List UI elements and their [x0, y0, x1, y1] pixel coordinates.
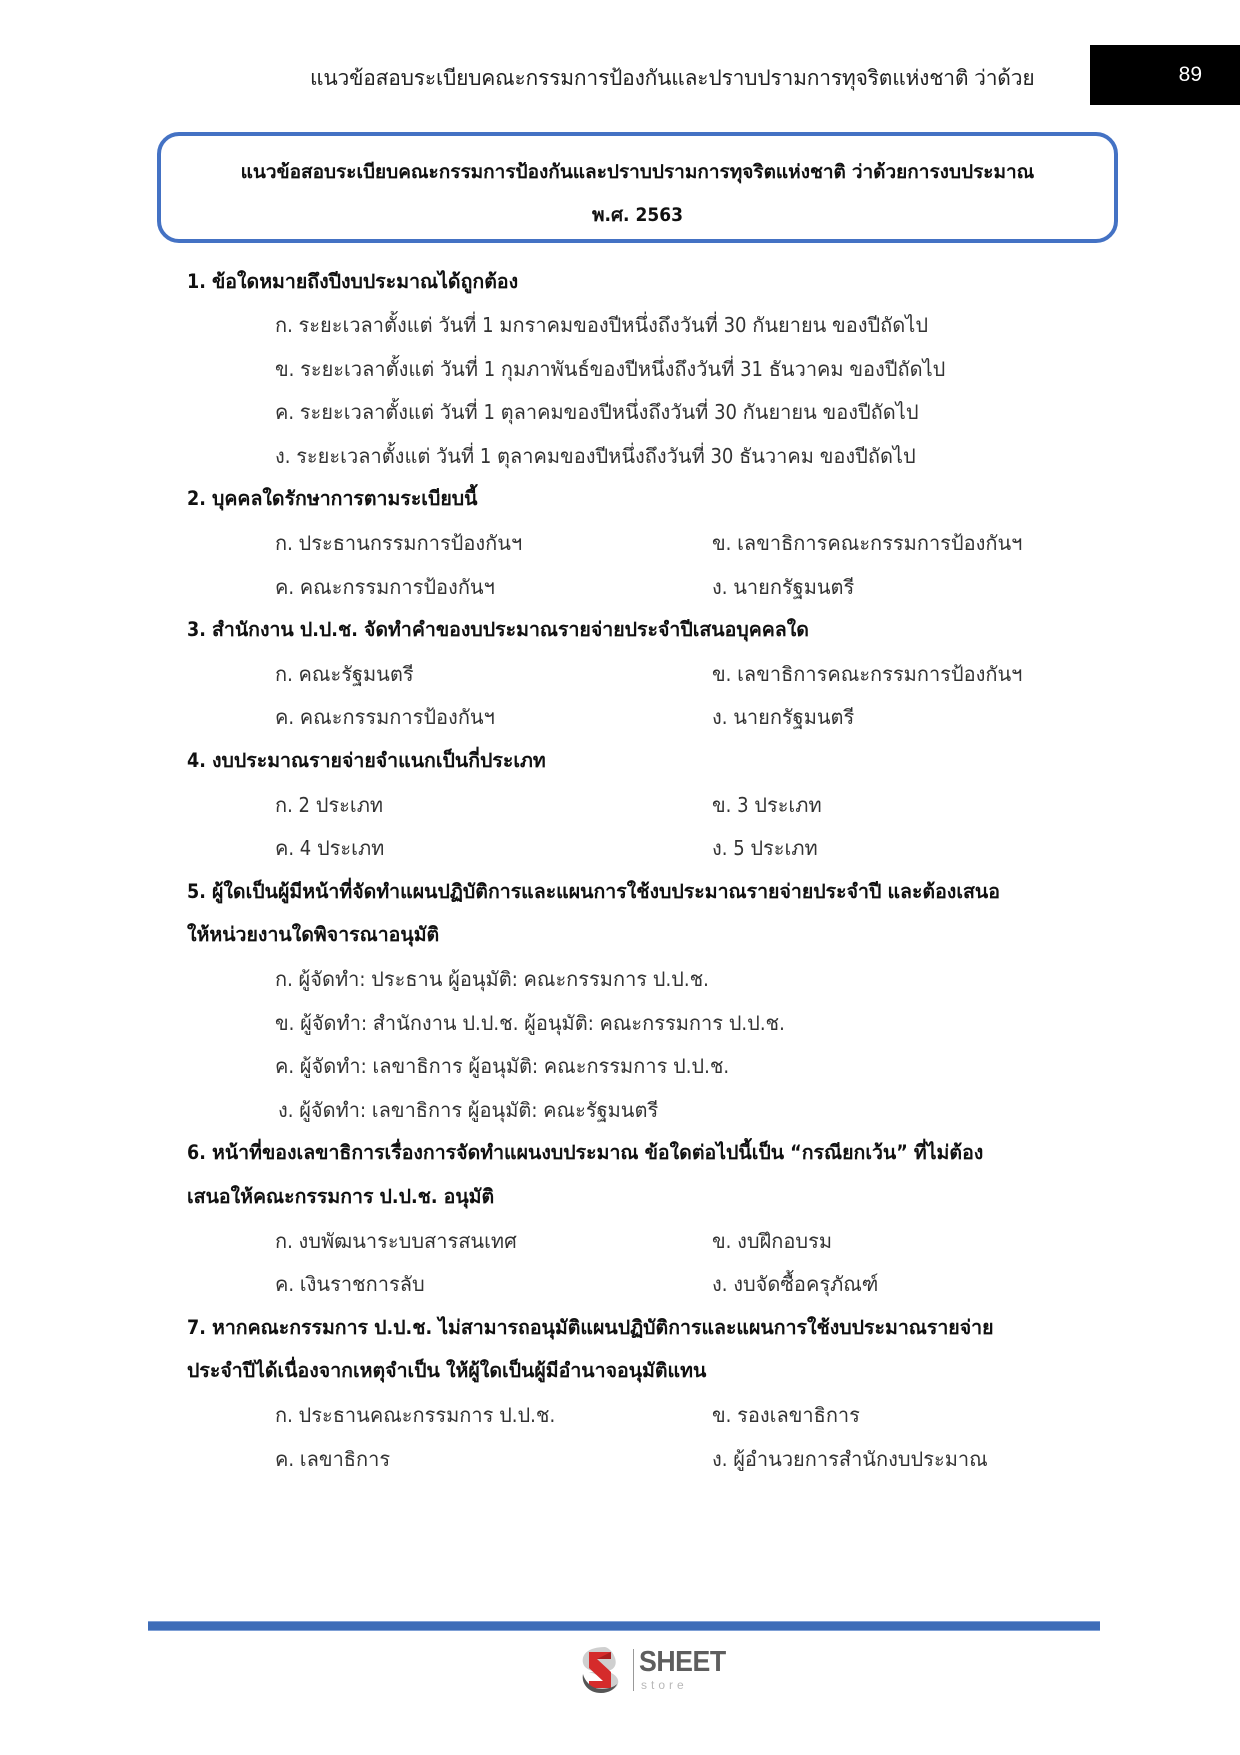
question-5-option-a: ก. ผู้จัดทำ: ประธาน ผู้อนุมัติ: คณะกรรมการ ป.ป.ช.: [275, 967, 709, 991]
question-1-option-a: ก. ระยะเวลาตั้งแต่ วันที่ 1 มกราคมของปีหนึ่งถึงวันที่ 30 กันยายน ของปีถัดไป: [275, 313, 929, 337]
title-line-1: แนวข้อสอบระเบียบคณะกรรมการป้องกันและปราบปรามการทุจริตแห่งชาติ ว่าด้วยการงบประมาณ: [240, 161, 1035, 183]
question-3-text: 3. สำนักงาน ป.ป.ช. จัดทำคำของบประมาณรายจ่ายประจำปีเสนอบุคคลใด: [187, 618, 809, 641]
question-6-option-b: ข. งบฝึกอบรม: [712, 1229, 833, 1253]
page-number-box: [1090, 45, 1240, 105]
question-3-option-a: ก. คณะรัฐมนตรี: [275, 662, 414, 686]
question-1-option-d: ง. ระยะเวลาตั้งแต่ วันที่ 1 ตุลาคมของปีหนึ่งถึงวันที่ 30 ธันวาคม ของปีถัดไป: [275, 444, 916, 468]
question-1-text: 1. ข้อใดหมายถึงปีงบประมาณได้ถูกต้อง: [187, 270, 519, 293]
question-3-option-d: ง. นายกรัฐมนตรี: [712, 705, 855, 729]
question-5-option-c: ค. ผู้จัดทำ: เลขาธิการ ผู้อนุมัติ: คณะกรรมการ ป.ป.ช.: [275, 1054, 730, 1078]
question-7-option-a: ก. ประธานคณะกรรมการ ป.ป.ช.: [275, 1403, 556, 1427]
question-2-option-a: ก. ประธานกรรมการป้องกันฯ: [275, 531, 523, 555]
question-2-option-d: ง. นายกรัฐมนตรี: [712, 575, 855, 599]
question-2-option-c: ค. คณะกรรมการป้องกันฯ: [275, 575, 495, 599]
question-5-option-d: ง. ผู้จัดทำ: เลขาธิการ ผู้อนุมัติ: คณะรัฐมนตรี: [278, 1098, 659, 1122]
question-4-option-d: ง. 5 ประเภท: [712, 836, 818, 860]
question-6-option-a: ก. งบพัฒนาระบบสารสนเทศ: [275, 1229, 517, 1253]
logo-subtext: store: [641, 1678, 688, 1692]
sheet-store-logo: [575, 1644, 745, 1696]
running-header: แนวข้อสอบระเบียบคณะกรรมการป้องกันและปราบปรามการทุจริตแห่งชาติ ว่าด้วย: [310, 66, 1035, 90]
logo-wordmark: SHEET: [639, 1646, 726, 1678]
title-box: [157, 132, 1118, 243]
question-7-option-b: ข. รองเลขาธิการ: [712, 1403, 860, 1427]
question-6-text-line-2: เสนอให้คณะกรรมการ ป.ป.ช. อนุมัติ: [187, 1185, 495, 1208]
question-3-option-c: ค. คณะกรรมการป้องกันฯ: [275, 705, 495, 729]
question-4-option-c: ค. 4 ประเภท: [275, 836, 385, 860]
question-4-text: 4. งบประมาณรายจ่ายจำแนกเป็นกี่ประเภท: [187, 749, 546, 772]
question-4-option-b: ข. 3 ประเภท: [712, 793, 822, 817]
question-6-text-line-1: 6. หน้าที่ของเลขาธิการเรื่องการจัดทำแผนงบประมาณ ข้อใดต่อไปนี้เป็น “กรณียกเว้น” ที่ไม่ต้อง: [187, 1141, 984, 1164]
question-5-text-line-2: ให้หน่วยงานใดพิจารณาอนุมัติ: [187, 923, 440, 946]
question-1-option-c: ค. ระยะเวลาตั้งแต่ วันที่ 1 ตุลาคมของปีหนึ่งถึงวันที่ 30 กันยายน ของปีถัดไป: [275, 400, 919, 424]
page-number: 89: [1178, 63, 1202, 86]
question-7-text-line-2: ประจำปีได้เนื่องจากเหตุจำเป็น ให้ผู้ใดเป็นผู้มีอำนาจอนุมัติแทน: [187, 1359, 707, 1382]
question-7-text-line-1: 7. หากคณะกรรมการ ป.ป.ช. ไม่สามารถอนุมัติแผนปฏิบัติการและแผนการใช้งบประมาณรายจ่าย: [187, 1316, 994, 1339]
sheet-store-s-logo-icon: [575, 1644, 627, 1696]
question-6-option-c: ค. เงินราชการลับ: [275, 1272, 425, 1296]
question-5-text-line-1: 5. ผู้ใดเป็นผู้มีหน้าที่จัดทำแผนปฏิบัติการและแผนการใช้งบประมาณรายจ่ายประจำปี และต้องเสนอ: [187, 880, 1000, 903]
question-3-option-b: ข. เลขาธิการคณะกรรมการป้องกันฯ: [712, 662, 1023, 686]
logo-separator: [633, 1649, 634, 1691]
title-line-2: พ.ศ. 2563: [591, 204, 684, 226]
question-1-option-b: ข. ระยะเวลาตั้งแต่ วันที่ 1 กุมภาพันธ์ของปีหนึ่งถึงวันที่ 31 ธันวาคม ของปีถัดไป: [275, 357, 946, 381]
footer-divider-bar: [148, 1621, 1100, 1631]
question-2-text: 2. บุคคลใดรักษาการตามระเบียบนี้: [187, 487, 478, 510]
question-7-option-c: ค. เลขาธิการ: [275, 1447, 391, 1471]
question-6-option-d: ง. งบจัดซื้อครุภัณฑ์: [712, 1272, 879, 1296]
question-4-option-a: ก. 2 ประเภท: [275, 793, 384, 817]
question-2-option-b: ข. เลขาธิการคณะกรรมการป้องกันฯ: [712, 531, 1023, 555]
question-5-option-b: ข. ผู้จัดทำ: สำนักงาน ป.ป.ช. ผู้อนุมัติ: คณะกรรมการ ป.ป.ช.: [275, 1011, 785, 1035]
question-7-option-d: ง. ผู้อำนวยการสำนักงบประมาณ: [712, 1447, 988, 1471]
